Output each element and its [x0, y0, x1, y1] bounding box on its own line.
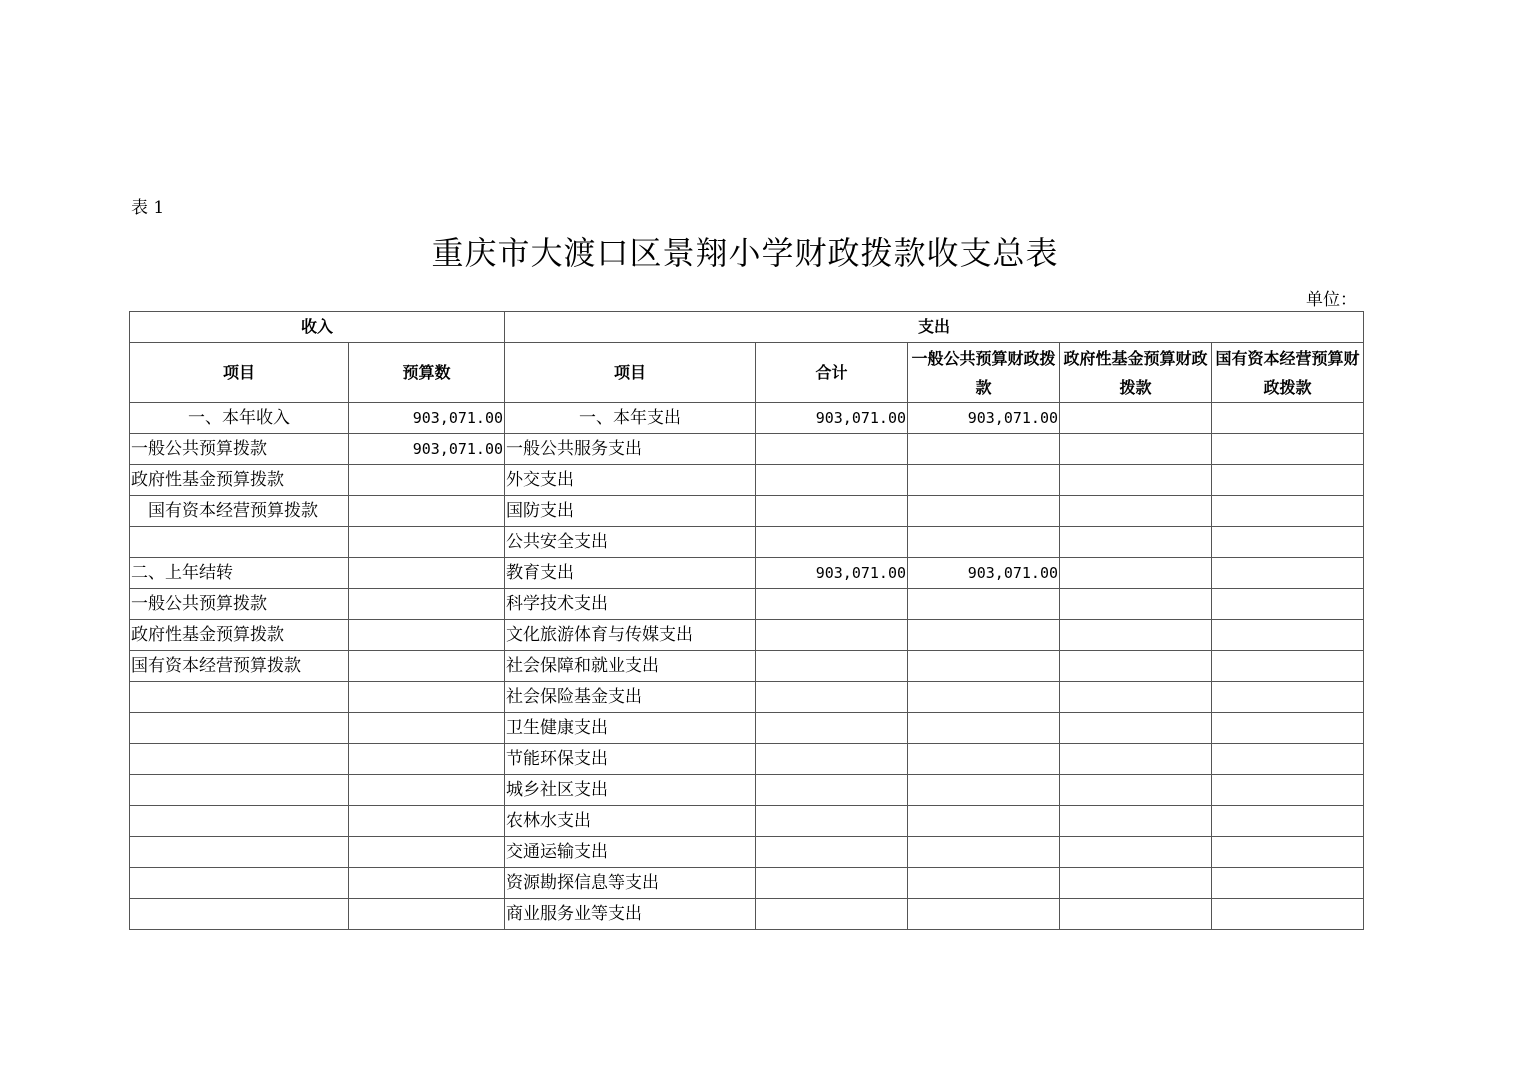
expense-group-header: 支出: [505, 312, 1364, 343]
table-row: [130, 837, 1364, 868]
gov-fund-cell: [1060, 589, 1212, 620]
gov-fund-cell: [1060, 527, 1212, 558]
state-capital-cell: [1212, 589, 1364, 620]
income-item-cell: 一般公共预算拨款: [130, 589, 349, 620]
expense-item-cell: 公共安全支出: [505, 527, 756, 558]
gov-fund-cell: [1060, 434, 1212, 465]
expense-total-cell: [756, 899, 908, 930]
gov-fund-cell: [1060, 837, 1212, 868]
gov-fund-cell: [1060, 620, 1212, 651]
income-item-cell: [130, 527, 349, 558]
income-budget-cell: [349, 868, 505, 899]
expense-total-cell: [756, 713, 908, 744]
header-row-columns: [130, 343, 1364, 403]
expense-total-cell: [756, 465, 908, 496]
expense-total-cell: [756, 806, 908, 837]
gov-fund-header: 政府性基金预算财政拨款: [1060, 343, 1212, 403]
income-item-cell: [130, 806, 349, 837]
table-row: [130, 465, 1364, 496]
expense-item-cell: 文化旅游体育与传媒支出: [505, 620, 756, 651]
general-public-cell: [908, 434, 1060, 465]
general-public-cell: [908, 775, 1060, 806]
expense-item-cell: 城乡社区支出: [505, 775, 756, 806]
general-public-cell: [908, 589, 1060, 620]
state-capital-cell: [1212, 434, 1364, 465]
expense-item-cell: 节能环保支出: [505, 744, 756, 775]
table-row: [130, 651, 1364, 682]
general-public-cell: [908, 713, 1060, 744]
state-capital-cell: [1212, 527, 1364, 558]
gov-fund-cell: [1060, 775, 1212, 806]
expense-item-cell: 交通运输支出: [505, 837, 756, 868]
general-public-cell: 903,071.00: [908, 403, 1060, 434]
state-capital-cell: [1212, 651, 1364, 682]
gov-fund-cell: [1060, 496, 1212, 527]
state-capital-cell: [1212, 899, 1364, 930]
expense-total-cell: [756, 868, 908, 899]
state-capital-cell: [1212, 558, 1364, 589]
gov-fund-cell: [1060, 465, 1212, 496]
income-item-cell: [130, 837, 349, 868]
income-item-cell: [130, 868, 349, 899]
expense-item-cell: 商业服务业等支出: [505, 899, 756, 930]
expense-total-cell: [756, 527, 908, 558]
header-row-groups: [130, 312, 1364, 343]
expense-item-cell: 外交支出: [505, 465, 756, 496]
state-capital-cell: [1212, 713, 1364, 744]
expense-total-cell: [756, 651, 908, 682]
table-row: [130, 589, 1364, 620]
state-capital-cell: [1212, 744, 1364, 775]
general-public-cell: [908, 651, 1060, 682]
gov-fund-cell: [1060, 868, 1212, 899]
state-capital-cell: [1212, 403, 1364, 434]
expense-total-cell: 903,071.00: [756, 558, 908, 589]
expense-total-cell: [756, 837, 908, 868]
general-public-cell: [908, 806, 1060, 837]
table-row: [130, 868, 1364, 899]
table-row: [130, 899, 1364, 930]
expense-total-cell: 903,071.00: [756, 403, 908, 434]
gov-fund-cell: [1060, 806, 1212, 837]
income-budget-cell: [349, 558, 505, 589]
general-public-cell: [908, 744, 1060, 775]
table-row: [130, 806, 1364, 837]
general-public-cell: [908, 465, 1060, 496]
gov-fund-cell: [1060, 899, 1212, 930]
state-capital-cell: [1212, 806, 1364, 837]
expense-item-cell: 资源勘探信息等支出: [505, 868, 756, 899]
table-row: [130, 496, 1364, 527]
income-item-cell: 国有资本经营预算拨款: [130, 651, 349, 682]
income-budget-cell: [349, 713, 505, 744]
unit-label: 单位：: [1306, 290, 1357, 310]
income-budget-cell: [349, 775, 505, 806]
expense-total-cell: [756, 744, 908, 775]
income-item-cell: 一般公共预算拨款: [130, 434, 349, 465]
expense-item-cell: 教育支出: [505, 558, 756, 589]
income-budget-cell: [349, 899, 505, 930]
table-row: [130, 682, 1364, 713]
income-budget-cell: [349, 589, 505, 620]
income-item-cell: [130, 744, 349, 775]
budget-summary-table: [129, 311, 1364, 930]
expense-item-cell: 科学技术支出: [505, 589, 756, 620]
expense-total-header: 合计: [756, 343, 908, 403]
table-number-label: 表 1: [131, 198, 165, 218]
income-budget-cell: [349, 837, 505, 868]
expense-total-cell: [756, 589, 908, 620]
table-row: [130, 620, 1364, 651]
expense-item-cell: 社会保险基金支出: [505, 682, 756, 713]
income-item-cell: 政府性基金预算拨款: [130, 465, 349, 496]
income-item-cell: [130, 899, 349, 930]
expense-total-cell: [756, 682, 908, 713]
expense-total-cell: [756, 620, 908, 651]
expense-item-header: 项目: [505, 343, 756, 403]
gov-fund-cell: [1060, 403, 1212, 434]
state-capital-cell: [1212, 465, 1364, 496]
income-item-header: 项目: [130, 343, 349, 403]
expense-total-cell: [756, 775, 908, 806]
expense-item-cell: 一、本年支出: [505, 403, 756, 434]
table-row: [130, 775, 1364, 806]
income-item-cell: [130, 713, 349, 744]
gov-fund-cell: [1060, 558, 1212, 589]
income-budget-cell: 903,071.00: [349, 403, 505, 434]
income-budget-cell: [349, 496, 505, 527]
income-budget-cell: [349, 682, 505, 713]
table-row: [130, 527, 1364, 558]
income-budget-cell: [349, 651, 505, 682]
gov-fund-cell: [1060, 651, 1212, 682]
income-budget-cell: [349, 744, 505, 775]
expense-item-cell: 农林水支出: [505, 806, 756, 837]
expense-item-cell: 一般公共服务支出: [505, 434, 756, 465]
table-row: [130, 558, 1364, 589]
table-row: [130, 403, 1364, 434]
income-budget-cell: 903,071.00: [349, 434, 505, 465]
state-capital-cell: [1212, 868, 1364, 899]
expense-total-cell: [756, 434, 908, 465]
table-row: [130, 434, 1364, 465]
income-item-cell: [130, 775, 349, 806]
expense-total-cell: [756, 496, 908, 527]
expense-item-cell: 社会保障和就业支出: [505, 651, 756, 682]
expense-item-cell: 国防支出: [505, 496, 756, 527]
state-capital-cell: [1212, 682, 1364, 713]
general-public-cell: [908, 682, 1060, 713]
income-budget-cell: [349, 527, 505, 558]
income-group-header: 收入: [130, 312, 505, 343]
income-item-cell: 一、本年收入: [130, 403, 349, 434]
income-item-cell: 国有资本经营预算拨款: [130, 496, 349, 527]
state-capital-cell: [1212, 620, 1364, 651]
income-budget-cell: [349, 620, 505, 651]
general-public-cell: [908, 837, 1060, 868]
general-public-cell: [908, 899, 1060, 930]
state-capital-header: 国有资本经营预算财政拨款: [1212, 343, 1364, 403]
document-title: 重庆市大渡口区景翔小学财政拨款收支总表: [431, 234, 1059, 272]
table-row: [130, 713, 1364, 744]
income-item-cell: 政府性基金预算拨款: [130, 620, 349, 651]
table-row: [130, 744, 1364, 775]
general-public-cell: [908, 868, 1060, 899]
income-budget-header: 预算数: [349, 343, 505, 403]
state-capital-cell: [1212, 837, 1364, 868]
gov-fund-cell: [1060, 713, 1212, 744]
general-public-cell: [908, 527, 1060, 558]
gov-fund-cell: [1060, 744, 1212, 775]
income-budget-cell: [349, 465, 505, 496]
income-budget-cell: [349, 806, 505, 837]
general-public-cell: 903,071.00: [908, 558, 1060, 589]
general-public-cell: [908, 496, 1060, 527]
state-capital-cell: [1212, 775, 1364, 806]
expense-item-cell: 卫生健康支出: [505, 713, 756, 744]
general-public-header: 一般公共预算财政拨款: [908, 343, 1060, 403]
general-public-cell: [908, 620, 1060, 651]
gov-fund-cell: [1060, 682, 1212, 713]
income-item-cell: 二、上年结转: [130, 558, 349, 589]
income-item-cell: [130, 682, 349, 713]
state-capital-cell: [1212, 496, 1364, 527]
